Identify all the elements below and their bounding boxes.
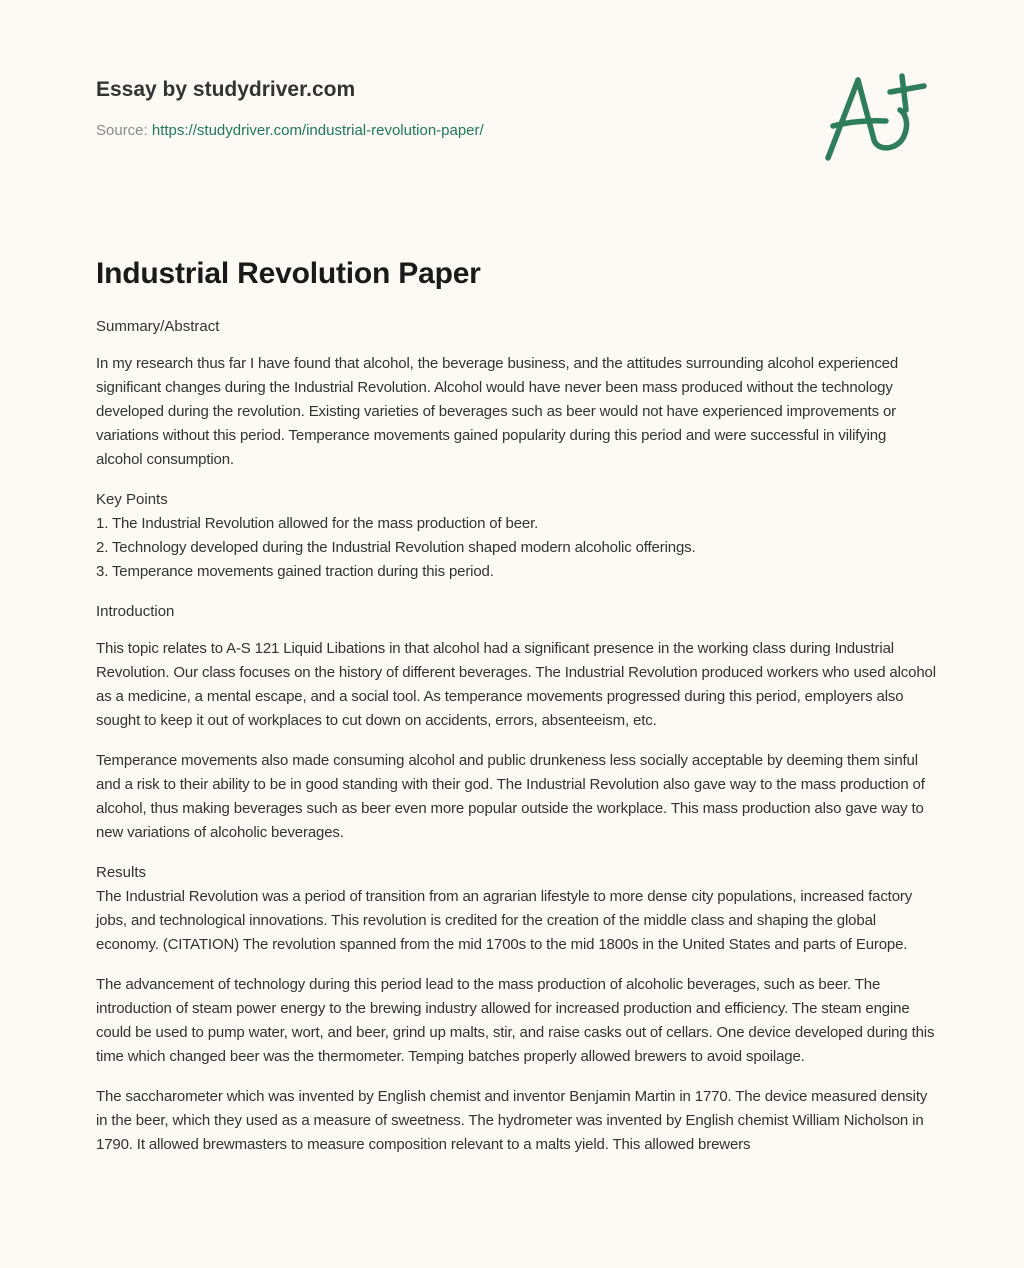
introduction-paragraph: Temperance movements also made consuming alcohol and public drunkeness less socially acceptable by deeming them sinful and a risk to their ability to be in good standing with their god. The Industrial Revolution also gave way to the mass production of alcohol, thus making beverages such as beer even more popular outside the workplace. This mass production also gave way to new variations of alcoholic beverages. xyxy=(96,752,925,841)
results-paragraph: The saccharometer which was invented by English chemist and inventor Benjamin Martin in 1770. The device measured density in the beer, which they used as a measure of sweetness. The hydrometer was invented by English chemist William Nicholson in 1790. It allowed brewmasters to measure composition relevant to a malts yield. This allowed brewers xyxy=(96,1088,928,1153)
summary-section xyxy=(96,315,936,472)
introduction-paragraph: This topic relates to A-S 121 Liquid Libations in that alcohol had a significant presence in the working class during Industrial Revolution. Our class focuses on the history of different beverages. The Industrial Revolution produced workers who used alcohol as a medicine, a mental escape, and a social tool. As temperance movements progressed during this period, employers also sought to keep it out of workplaces to cut down on accidents, errors, absenteeism, etc. xyxy=(96,640,936,729)
introduction-section xyxy=(96,600,936,733)
key-point-item: 3. Temperance movements gained traction during this period. xyxy=(96,563,494,580)
page-title: Industrial Revolution Paper xyxy=(96,257,481,290)
results-section-continued xyxy=(96,973,936,1069)
summary-heading: Summary/Abstract xyxy=(96,318,220,335)
summary-paragraph: In my research thus far I have found that alcohol, the beverage business, and the attitudes surrounding alcohol experienced significant changes during the Industrial Revolution. Alcohol would have never been mass produced without the technology developed during the revolution. Existing varieties of beverages such as beer would not have experienced improvements or variations without this period. Temperance movements gained popularity during this period and were successful in vilifying alcohol consumption. xyxy=(96,355,899,468)
a-plus-grade-icon xyxy=(818,66,930,166)
introduction-heading: Introduction xyxy=(96,603,175,620)
source-link[interactable]: https://studydriver.com/industrial-revolution-paper/ xyxy=(151,122,484,139)
document-body xyxy=(96,254,936,1173)
source-label: Source: xyxy=(96,122,148,139)
results-paragraph: The Industrial Revolution was a period of transition from an agrarian lifestyle to more dense city populations, increased factory jobs, and technological innovations. This revolution is credited for the creation of the middle class and shaping the global economy. (CITATION) The revolution spanned from the mid 1700s to the mid 1800s in the United States and parts of Europe. xyxy=(96,888,913,953)
results-heading: Results xyxy=(96,864,147,881)
introduction-section-continued xyxy=(96,749,936,845)
site-title: Essay by studydriver.com xyxy=(96,78,356,101)
key-point-item: 1. The Industrial Revolution allowed for the mass production of beer. xyxy=(96,515,539,532)
source-line xyxy=(96,121,796,141)
key-points-section xyxy=(96,488,936,584)
results-section-continued xyxy=(96,1085,936,1157)
key-point-item: 2. Technology developed during the Industrial Revolution shaped modern alcoholic offerings. xyxy=(96,539,696,556)
page-header xyxy=(96,76,796,141)
results-paragraph: The advancement of technology during this period lead to the mass production of alcoholic beverages, such as beer. The introduction of steam power energy to the brewing industry allowed for increased production and efficiency. The steam engine could be used to pump water, wort, and beer, grind up malts, stir, and raise casks out of cellars. One device developed during this time which changed beer was the thermometer. Temping batches properly allowed brewers to avoid spoilage. xyxy=(96,976,935,1065)
key-points-heading: Key Points xyxy=(96,491,168,508)
results-section xyxy=(96,861,936,957)
